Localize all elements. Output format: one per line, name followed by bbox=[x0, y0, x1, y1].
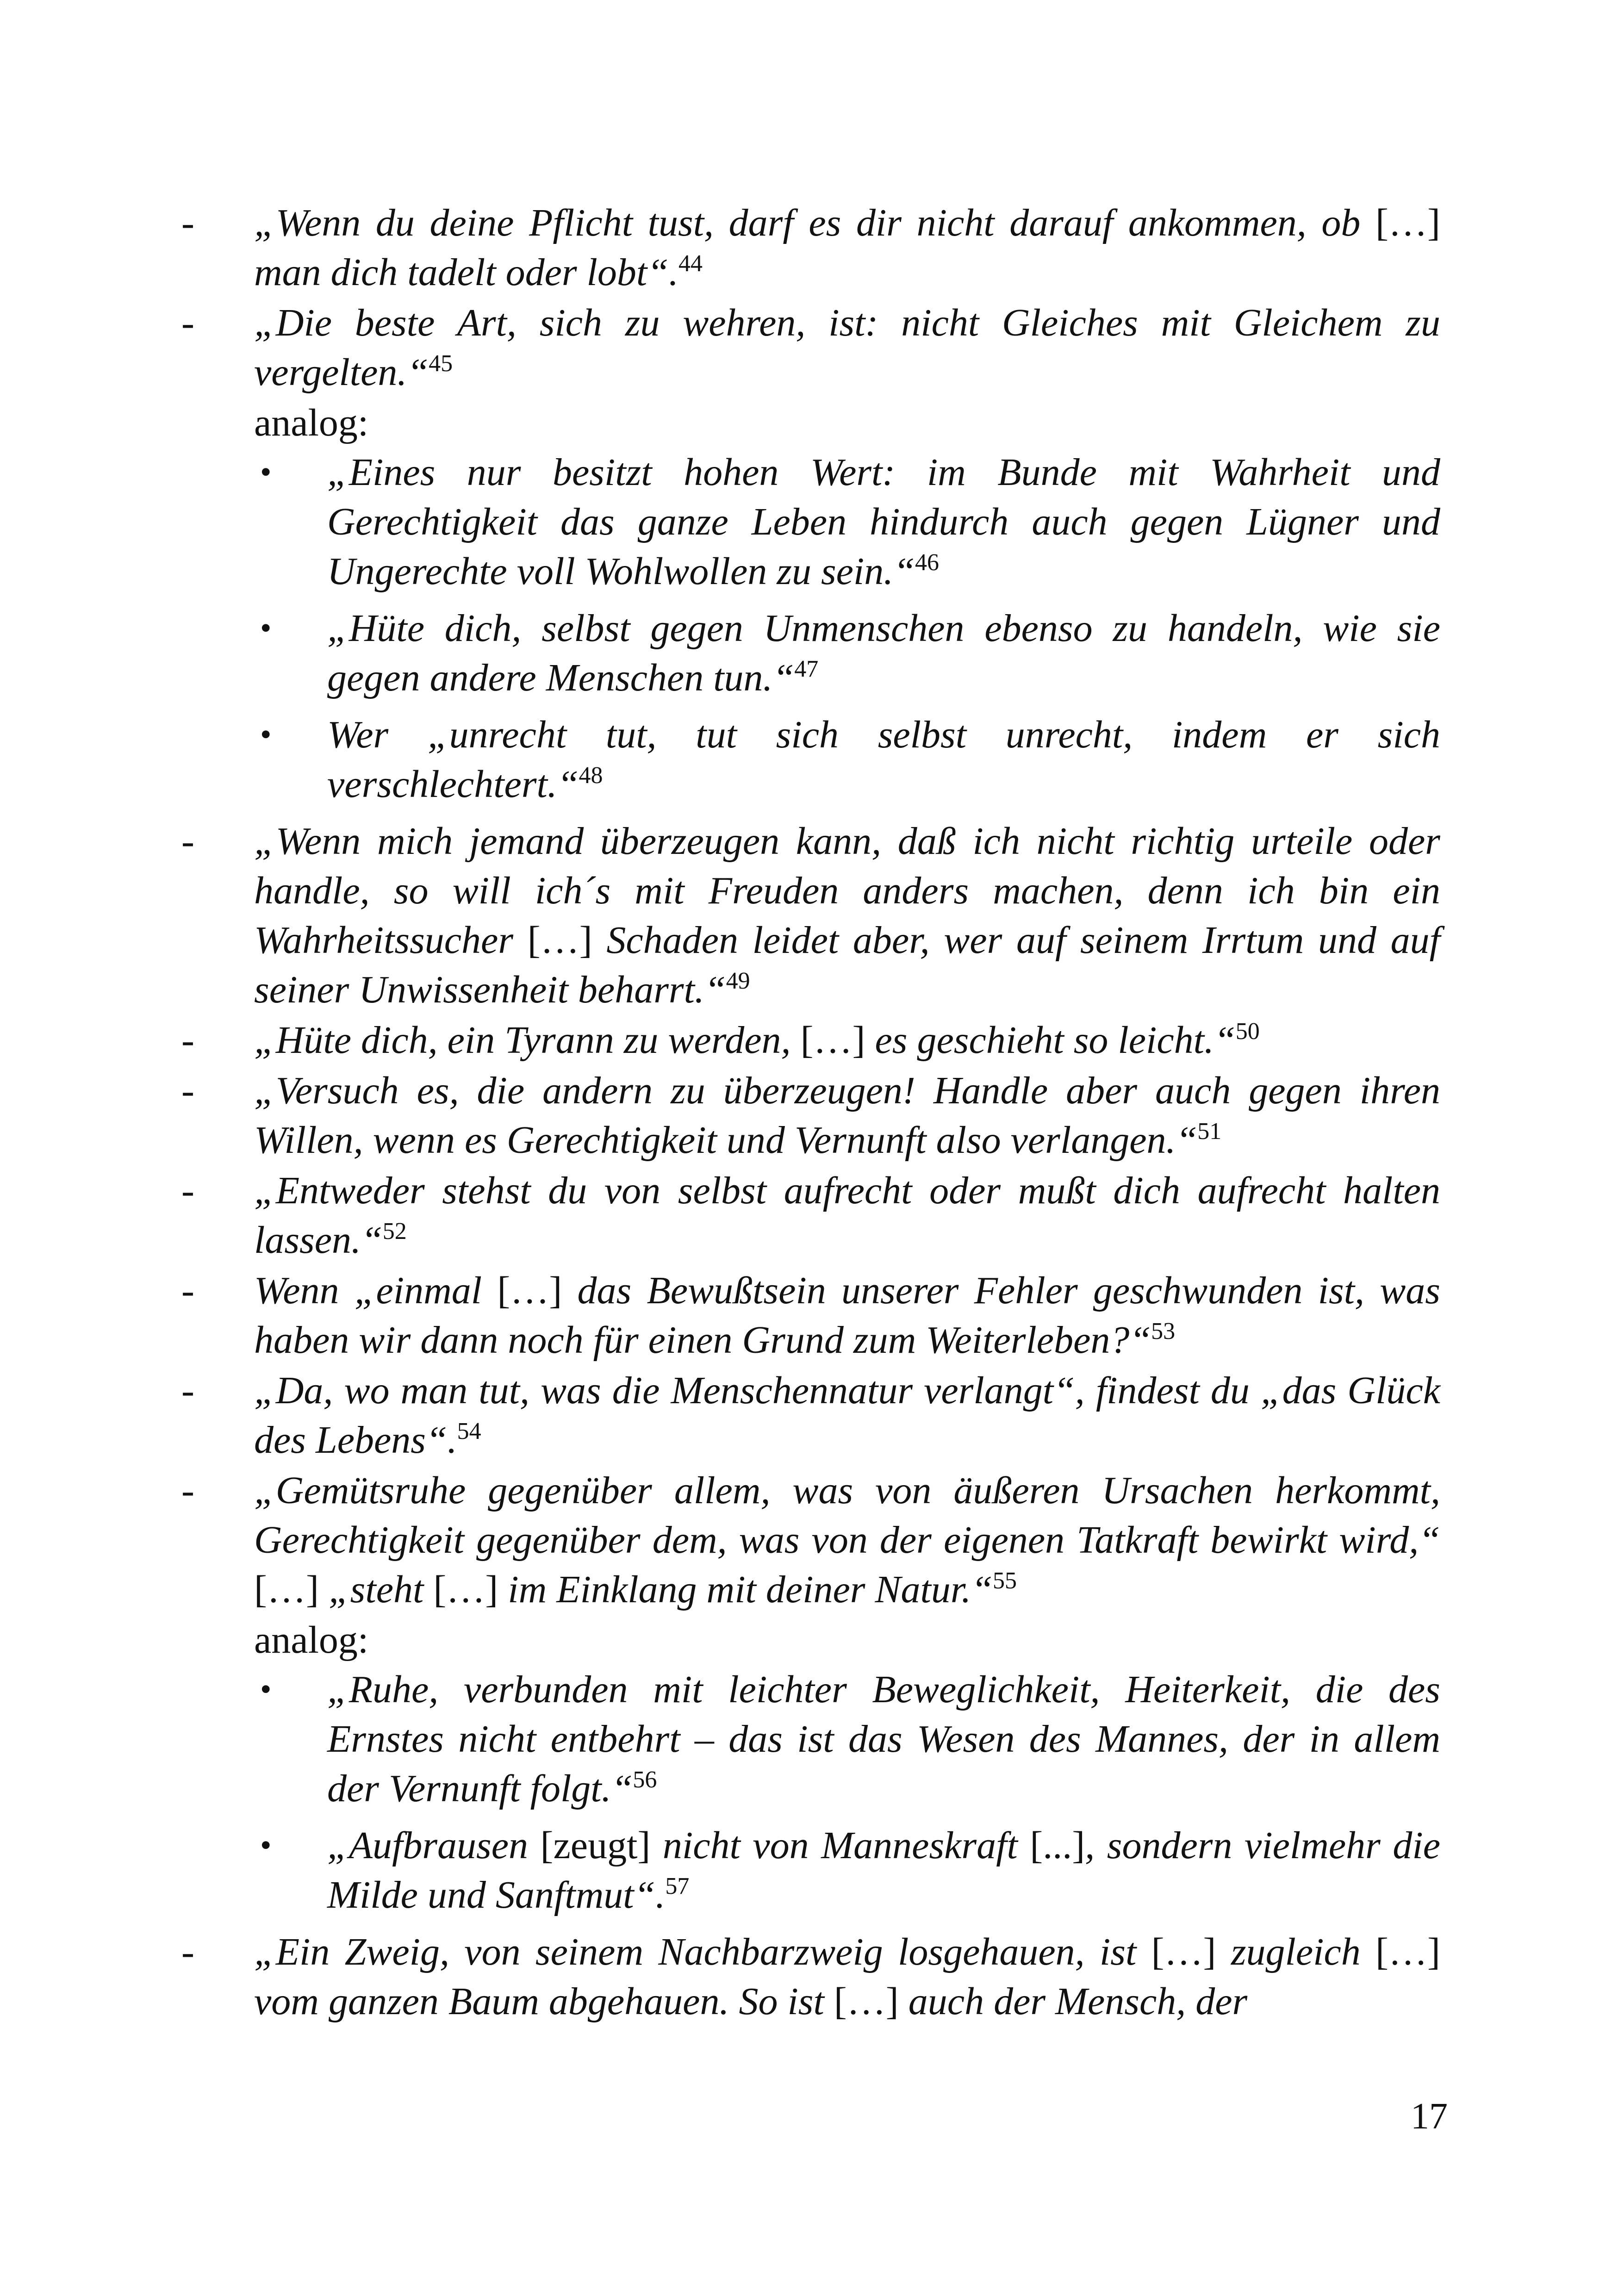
footnote-reference: 52 bbox=[382, 1218, 407, 1244]
footnote-reference: 53 bbox=[1151, 1318, 1176, 1344]
bullet-list-item bbox=[181, 1821, 1440, 1920]
quote-text: im Einklang mit deiner Natur.“ bbox=[498, 1568, 993, 1611]
quote-text: „Ein Zweig, von seinem Nachbarzweig losgehauen, ist bbox=[254, 1930, 1151, 1973]
quote-text: vom ganzen Baum abgehauen. So ist bbox=[254, 1980, 834, 2023]
quote-text: „Wenn mich jemand überzeugen kann, daß ich nicht richtig urteile oder handle, so will ich´s mit Freuden anders machen, denn ich bin ein Wahrheitssucher bbox=[254, 820, 1440, 962]
quote-text: „Versuch es, die andern zu überzeugen! Handle aber auch gegen ihren Willen, wenn es Gerechtigkeit und Vernunft also verlangen.“ bbox=[254, 1069, 1440, 1162]
dash-marker: - bbox=[181, 1369, 194, 1412]
editorial-insertion: […] bbox=[1375, 201, 1440, 244]
analog-label: analog: bbox=[254, 1618, 369, 1661]
footnote-reference: 44 bbox=[678, 250, 703, 277]
quote-text: „Hüte dich, ein Tyrann zu werden, bbox=[254, 1019, 801, 1062]
quote-text: man dich tadelt oder lobt“. bbox=[254, 251, 678, 294]
bullet-icon: • bbox=[260, 454, 272, 490]
dash-marker: - bbox=[181, 1169, 194, 1212]
dash-list-item bbox=[181, 1927, 1440, 2026]
footnote-reference: 55 bbox=[992, 1568, 1017, 1594]
editorial-insertion: [zeugt] bbox=[540, 1824, 651, 1867]
footnote-reference: 56 bbox=[633, 1767, 657, 1793]
dash-marker: - bbox=[181, 201, 194, 244]
quote-text: „steht bbox=[318, 1568, 434, 1611]
dash-marker: - bbox=[181, 820, 194, 863]
editorial-insertion: […] bbox=[433, 1568, 498, 1611]
analog-label: analog: bbox=[254, 401, 369, 444]
footnote-reference: 57 bbox=[665, 1873, 690, 1899]
editorial-insertion: […] bbox=[1151, 1930, 1216, 1973]
page-number: 17 bbox=[1411, 2096, 1448, 2137]
footnote-reference: 54 bbox=[457, 1418, 481, 1444]
editorial-insertion: […] bbox=[800, 1019, 865, 1062]
dash-list-item bbox=[181, 1015, 1440, 1065]
footnote-reference: 47 bbox=[794, 656, 819, 682]
footnote-reference: 45 bbox=[429, 350, 453, 377]
footnote-reference: 46 bbox=[915, 549, 939, 576]
dash-marker: - bbox=[181, 1269, 194, 1312]
editorial-insertion: […] bbox=[497, 1269, 562, 1312]
quote-text: zugleich bbox=[1216, 1930, 1376, 1973]
footnote-reference: 50 bbox=[1235, 1018, 1260, 1045]
quote-text: nicht von Manneskraft bbox=[650, 1824, 1030, 1867]
quote-text: das Bewußtsein unserer Fehler geschwunden ist, was haben wir dann noch für einen Grund zum Weiterleben?“ bbox=[254, 1269, 1440, 1362]
dash-list-item bbox=[181, 816, 1440, 1014]
quote-text: , sondern vielmehr die Milde und Sanftmut“. bbox=[327, 1824, 1440, 1916]
quote-text: Wenn „einmal bbox=[254, 1269, 498, 1312]
editorial-insertion: […] bbox=[834, 1980, 899, 2023]
editorial-insertion: [...] bbox=[1030, 1824, 1085, 1867]
quote-text: „Aufbrausen bbox=[327, 1824, 541, 1867]
quote-text: es geschieht so leicht.“ bbox=[865, 1019, 1236, 1062]
dash-list-item bbox=[181, 298, 1440, 397]
quote-text: „Hüte dich, selbst gegen Unmenschen ebenso zu handeln, wie sie gegen andere Menschen tun.“ bbox=[327, 607, 1440, 699]
bullet-list-item bbox=[181, 1665, 1440, 1813]
editorial-insertion: […] bbox=[1375, 1930, 1440, 1973]
footnote-reference: 49 bbox=[726, 968, 750, 994]
quote-text: „Die beste Art, sich zu wehren, ist: nicht Gleiches mit Gleichem zu vergelten.“ bbox=[254, 301, 1440, 394]
footnote-reference: 48 bbox=[579, 762, 603, 789]
quote-text: Wer „unrecht tut, tut sich selbst unrecht, indem er sich verschlechtert.“ bbox=[327, 713, 1440, 806]
quote-text: „Wenn du deine Pflicht tust, darf es dir nicht darauf ankommen, ob bbox=[254, 201, 1376, 244]
quote-text: „Gemütsruhe gegenüber allem, was von äußeren Ursachen herkommt, Gerechtigkeit gegenüber dem, was von der eigenen Tatkraft bewirkt wird,“ bbox=[254, 1469, 1440, 1562]
footnote-reference: 51 bbox=[1197, 1118, 1222, 1145]
dash-list-item bbox=[181, 1266, 1440, 1365]
editorial-insertion: […] bbox=[254, 1568, 319, 1611]
dash-list-item bbox=[181, 1466, 1440, 1614]
bullet-icon: • bbox=[260, 1828, 272, 1863]
bullet-icon: • bbox=[260, 717, 272, 753]
dash-list-item bbox=[181, 1366, 1440, 1465]
quote-text: auch der Mensch, der bbox=[898, 1980, 1248, 2023]
bullet-list-item bbox=[181, 710, 1440, 809]
quote-text: „Eines nur besitzt hohen Wert: im Bunde mit Wahrheit und Gerechtigkeit das ganze Leben hindurch auch gegen Lügner und Ungerechte voll Wohlwollen zu sein.“ bbox=[327, 451, 1440, 593]
quote-text: Schaden leidet aber, wer auf seinem Irrtum und auf seiner Unwissenheit beharrt.“ bbox=[254, 919, 1441, 1011]
dash-list-item bbox=[181, 198, 1440, 297]
bullet-icon: • bbox=[260, 610, 272, 646]
dash-list-item bbox=[181, 1066, 1440, 1165]
dash-list-item bbox=[181, 1166, 1440, 1265]
dash-marker: - bbox=[181, 1469, 194, 1512]
bullet-icon: • bbox=[260, 1672, 272, 1707]
quote-text: „Da, wo man tut, was die Menschennatur verlangt“, findest du „das Glück des Lebens“. bbox=[254, 1369, 1440, 1462]
quote-text: „Ruhe, verbunden mit leichter Beweglichkeit, Heiterkeit, die des Ernstes nicht entbehrt – das ist das Wesen des Mannes, der in allem der Vernunft folgt.“ bbox=[327, 1668, 1440, 1810]
dash-marker: - bbox=[181, 1930, 194, 1973]
dash-marker: - bbox=[181, 301, 194, 344]
bullet-list-item bbox=[181, 448, 1440, 596]
page-body bbox=[181, 198, 1440, 2027]
quote-text: „Entweder stehst du von selbst aufrecht oder mußt dich aufrecht halten lassen.“ bbox=[254, 1169, 1440, 1262]
editorial-insertion: […] bbox=[527, 919, 592, 962]
dash-marker: - bbox=[181, 1069, 194, 1112]
dash-marker: - bbox=[181, 1019, 194, 1062]
bullet-list-item bbox=[181, 604, 1440, 703]
